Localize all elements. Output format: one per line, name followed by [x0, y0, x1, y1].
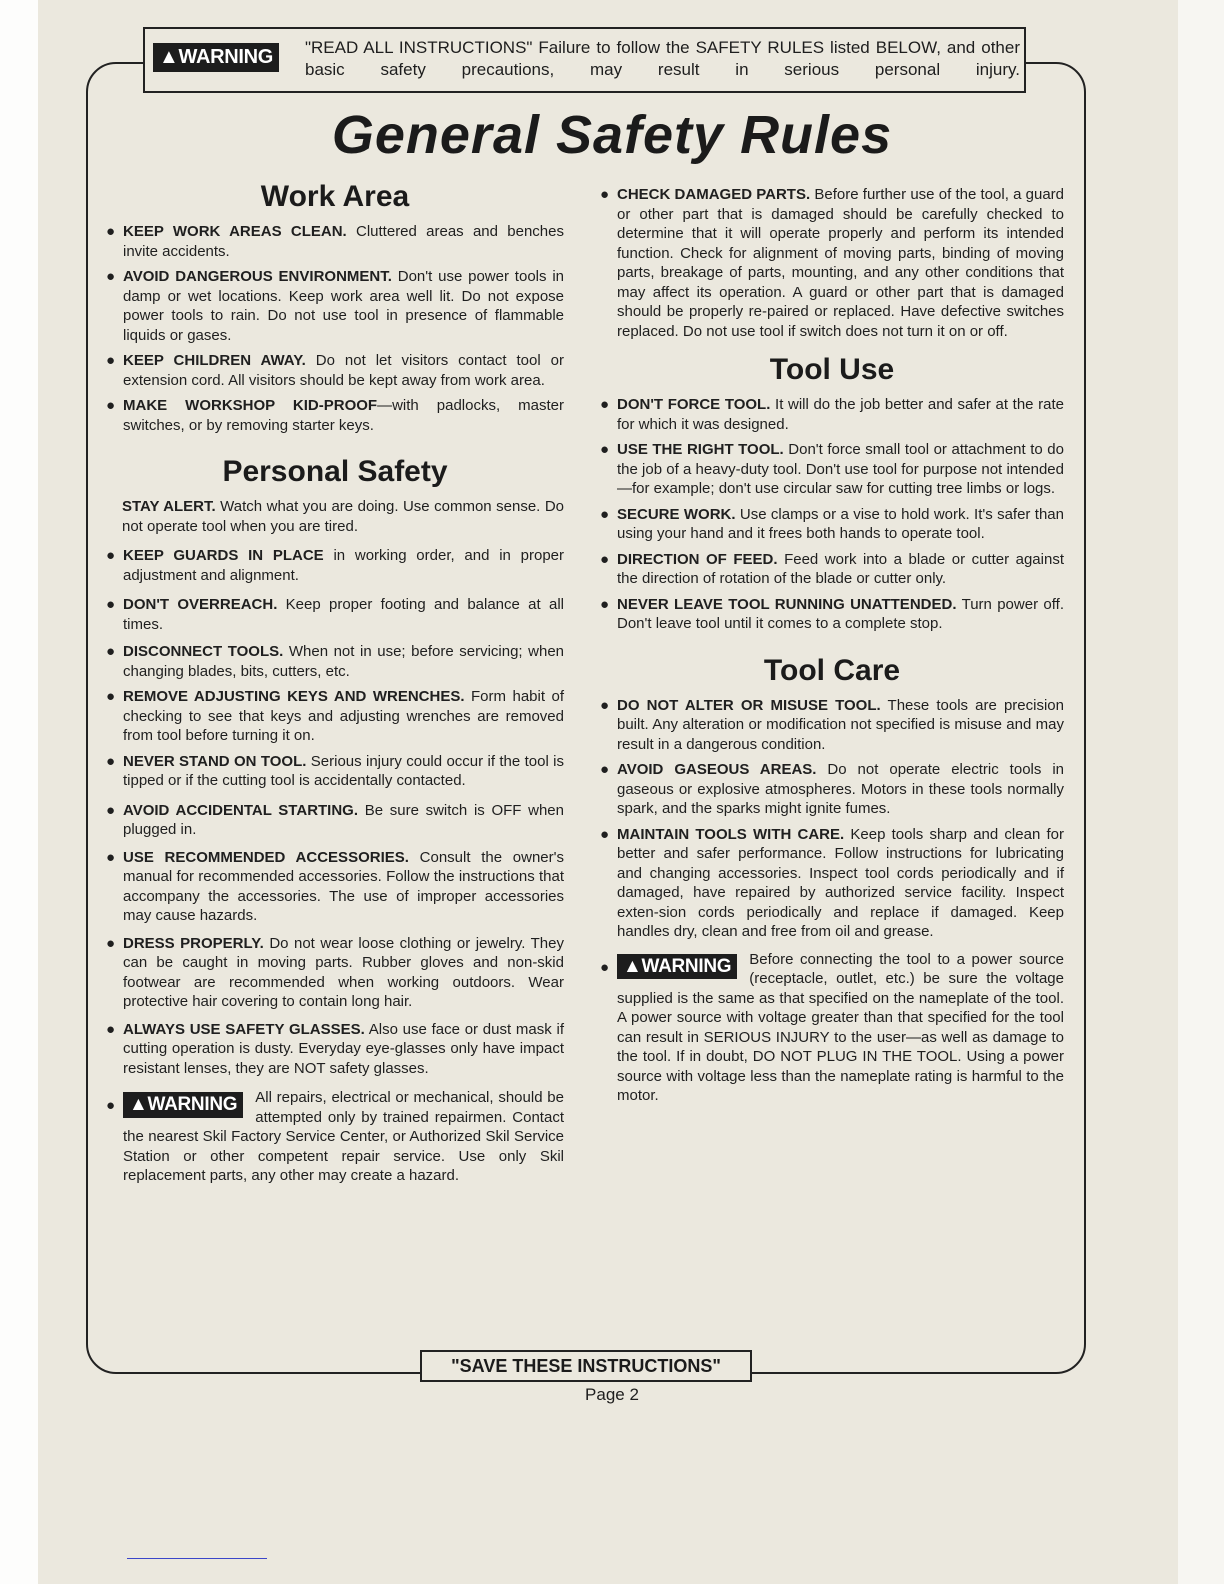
- rule-item: [106, 267, 564, 345]
- rule-item: [106, 848, 564, 926]
- rule-text: Do not let visitors contact tool or extension cord. All visitors should be kept away from work area.: [123, 352, 564, 389]
- bullet-icon: ●: [106, 268, 116, 285]
- rule-item: [600, 185, 1064, 341]
- rule-text: Don't force small tool or attachment to do the job of a heavy-duty tool. Don't use tool for purpose not intended—for example; don't use circular saw for cutting tree limbs or logs.: [617, 441, 1064, 497]
- page-title: General Safety Rules: [331, 105, 893, 165]
- rule-lead: KEEP CHILDREN AWAY.: [123, 352, 306, 369]
- rule-item: [600, 696, 1064, 755]
- right-column: [600, 185, 1064, 1106]
- rule-text: These tools are precision built. Any alteration or modification not specified is misuse and may result in a dangerous condition.: [617, 696, 1064, 753]
- rule-lead: AVOID GASEOUS AREAS.: [617, 761, 817, 778]
- rule-lead: DON'T FORCE TOOL.: [617, 396, 771, 413]
- rule-item: [106, 222, 564, 261]
- rule-lead: SECURE WORK.: [617, 505, 736, 523]
- rule-item: [106, 934, 564, 1012]
- bullet-icon: ●: [106, 547, 116, 564]
- rule-lead: ALWAYS USE SAFETY GLASSES.: [123, 1020, 365, 1038]
- warning-text: Before connecting the tool to a power source (receptacle, outlet, etc.) be sure the voltage supplied is the same as that specified on the nameplate of the tool. A power source with voltage greater than that specified for the tool can result in SERIOUS INJURY to the user—as well as damage to the tool. If in doubt, DO NOT PLUG IN THE TOOL. Using a power source with voltage less than the nameplate rating is harmful to the motor.: [617, 950, 1064, 1104]
- page-number: Page 2: [585, 1385, 639, 1404]
- rule-item: [106, 396, 564, 435]
- rule-lead: DISCONNECT TOOLS.: [123, 643, 284, 660]
- rule-text: Keep tools sharp and clean for better and safer performance. Follow instructions for lubricating and changing accessories. Inspect tool cords periodically and if damaged, have repaired by authorized service facility. Inspect exten-sion cords periodically and replace if damaged. Keep handles dry, clean and free from oil and grease.: [617, 825, 1064, 940]
- rule-item: [106, 642, 564, 681]
- rule-text: Also use face or dust mask if cutting operation is dusty. Everyday eye-glasses only have impact resistant lenses, they are NOT safety glasses.: [123, 1020, 564, 1077]
- rule-text: Use clamps or a vise to hold work. It's safer than using your hand and it frees both hands to operate tool.: [617, 505, 1064, 542]
- bullet-icon: ●: [106, 643, 116, 660]
- bullet-icon: ●: [600, 825, 610, 843]
- left-column: [106, 180, 564, 1186]
- work-area-heading: Work Area: [260, 180, 410, 213]
- rule-lead: NEVER STAND ON TOOL.: [123, 752, 307, 770]
- underline-mark: [127, 1558, 267, 1559]
- save-instructions-box: "SAVE THESE INSTRUCTIONS": [420, 1350, 752, 1382]
- rule-text: in working order, and in proper adjustment and alignment.: [123, 547, 564, 584]
- rule-item: [106, 595, 564, 634]
- rule-item: [106, 351, 564, 390]
- rule-lead: MAINTAIN TOOLS WITH CARE.: [617, 825, 845, 843]
- rule-lead: AVOID DANGEROUS ENVIRONMENT.: [123, 268, 392, 285]
- rule-lead: DIRECTION OF FEED.: [617, 550, 778, 568]
- rule-item: [106, 687, 564, 746]
- repair-warning: [106, 1088, 564, 1186]
- rule-item: [106, 1020, 564, 1079]
- rule-text: Don't use power tools in damp or wet locations. Keep work area well lit. Do not expose power tools to rain. Do not use tool in presence of flammable liquids or gases.: [123, 268, 564, 344]
- warning-badge: ▲WARNING: [617, 954, 737, 980]
- rule-text: Keep proper footing and balance at all times.: [123, 596, 564, 633]
- rule-text: Serious injury could occur if the tool is tipped or if the cutting tool is accidentally contacted.: [123, 752, 564, 789]
- bullet-icon: ●: [106, 848, 116, 866]
- rule-item: [600, 760, 1064, 819]
- tool-care-heading: Tool Care: [763, 653, 901, 687]
- top-warning-text: "READ ALL INSTRUCTIONS" Failure to follow the SAFETY RULES listed BELOW, and other basic safety precautions, may result in serious personal injury.: [305, 38, 1020, 79]
- rule-item: [106, 752, 564, 791]
- bullet-icon: ●: [106, 352, 116, 369]
- bullet-icon: ●: [600, 761, 610, 778]
- rule-text: Feed work into a blade or cutter against the direction of rotation of the blade or cutter only.: [617, 550, 1064, 587]
- bullet-icon: ●: [600, 186, 610, 203]
- bullet-icon: ●: [106, 688, 116, 705]
- rule-item: [106, 497, 564, 536]
- bullet-icon: ●: [106, 223, 116, 240]
- rule-lead: NEVER LEAVE TOOL RUNNING UNATTENDED.: [617, 595, 957, 613]
- rule-text: Cluttered areas and benches invite accidents.: [123, 223, 564, 260]
- rule-item: [600, 550, 1064, 589]
- rule-item: [600, 395, 1064, 434]
- rule-lead: USE RECOMMENDED ACCESSORIES.: [123, 848, 409, 866]
- bullet-icon: ●: [106, 1097, 116, 1114]
- rule-lead: STAY ALERT.: [122, 498, 216, 515]
- rule-text: Form habit of checking to see that keys and adjusting wrenches are removed from tool before turning it on.: [123, 688, 564, 744]
- rule-lead: KEEP GUARDS IN PLACE: [123, 547, 324, 564]
- rule-text: —with padlocks, master switches, or by removing starter keys.: [123, 397, 564, 434]
- bullet-icon: ●: [600, 696, 610, 714]
- rule-lead: DO NOT ALTER OR MISUSE TOOL.: [617, 696, 881, 714]
- rule-text: Turn power off. Don't leave tool until it comes to a complete stop.: [617, 595, 1065, 632]
- bullet-icon: ●: [600, 396, 610, 413]
- rule-text: Do not wear loose clothing or jewelry. They can be caught in moving parts. Rubber gloves and non-skid footwear are recommended when working outdoors. Wear protective hair covering to contain long hair.: [123, 934, 564, 1010]
- rule-item: [600, 505, 1064, 544]
- bullet-icon: ●: [600, 595, 610, 613]
- rule-text: When not in use; before servicing; when changing blades, bits, cutters, etc.: [123, 643, 564, 680]
- rule-text: Be sure switch is OFF when plugged in.: [123, 801, 564, 838]
- bullet-icon: ●: [106, 934, 116, 952]
- rule-lead: MAKE WORKSHOP KID-PROOF: [123, 397, 378, 414]
- rule-lead: DON'T OVERREACH.: [123, 596, 278, 613]
- rule-text: It will do the job better and safer at the rate for which it was designed.: [617, 396, 1064, 433]
- bullet-icon: ●: [600, 505, 610, 523]
- tool-use-heading: Tool Use: [769, 353, 895, 386]
- paper-edge: [1178, 0, 1224, 1584]
- bullet-icon: ●: [600, 550, 610, 568]
- rule-lead: CHECK DAMAGED PARTS.: [617, 186, 811, 203]
- warning-badge: ▲WARNING: [123, 1092, 243, 1118]
- rule-lead: AVOID ACCIDENTAL STARTING.: [123, 801, 359, 819]
- rule-text: Do not operate electric tools in gaseous or explosive atmospheres. Motors in these tools normally spark, and the sparks might ignite fumes.: [617, 761, 1064, 817]
- bullet-icon: ●: [106, 397, 116, 414]
- bullet-icon: ●: [106, 596, 116, 613]
- bullet-icon: ●: [106, 801, 116, 819]
- rule-item: [106, 801, 564, 840]
- rule-text: Consult the owner's manual for recommended accessories. Follow the instructions that accompany the accessories. The use of improper accessories may cause hazards.: [123, 848, 565, 924]
- voltage-warning: [600, 950, 1064, 1106]
- bullet-icon: ●: [600, 441, 610, 458]
- bullet-icon: ●: [106, 752, 116, 770]
- rule-text: Before further use of the tool, a guard or other part that is damaged should be carefully checked to determine that it will operate properly and perform its intended function. Check for alignment of moving parts, binding of moving parts, breakage of parts, mounting, and any other conditions that may affect its operation. A guard or other part that is damaged should be properly re-paired or replaced. Have defective switches replaced. Do not use tool if switch does not turn it on or off.: [617, 186, 1064, 340]
- warning-badge: ▲WARNING: [153, 43, 279, 72]
- rule-item: [600, 595, 1064, 634]
- rule-text: Watch what you are doing. Use common sense. Do not operate tool when you are tired.: [122, 498, 564, 535]
- rule-lead: USE THE RIGHT TOOL.: [617, 441, 784, 458]
- rule-item: [106, 546, 564, 585]
- warning-text: All repairs, electrical or mechanical, should be attempted only by trained repairmen. Contact the nearest Skil Factory Service Center, or Authorized Skil Service Station or other competent repair service. Use only Skil replacement parts, any other may create a hazard.: [123, 1089, 564, 1184]
- rule-item: [600, 440, 1064, 499]
- rule-item: [600, 825, 1064, 942]
- rule-lead: DRESS PROPERLY.: [123, 934, 264, 952]
- rule-lead: REMOVE ADJUSTING KEYS AND WRENCHES.: [123, 688, 465, 705]
- top-warning-box: [143, 27, 1026, 93]
- bullet-icon: ●: [106, 1020, 116, 1038]
- rule-lead: KEEP WORK AREAS CLEAN.: [123, 223, 347, 240]
- bullet-icon: ●: [600, 958, 610, 976]
- personal-safety-heading: Personal Safety: [222, 455, 448, 488]
